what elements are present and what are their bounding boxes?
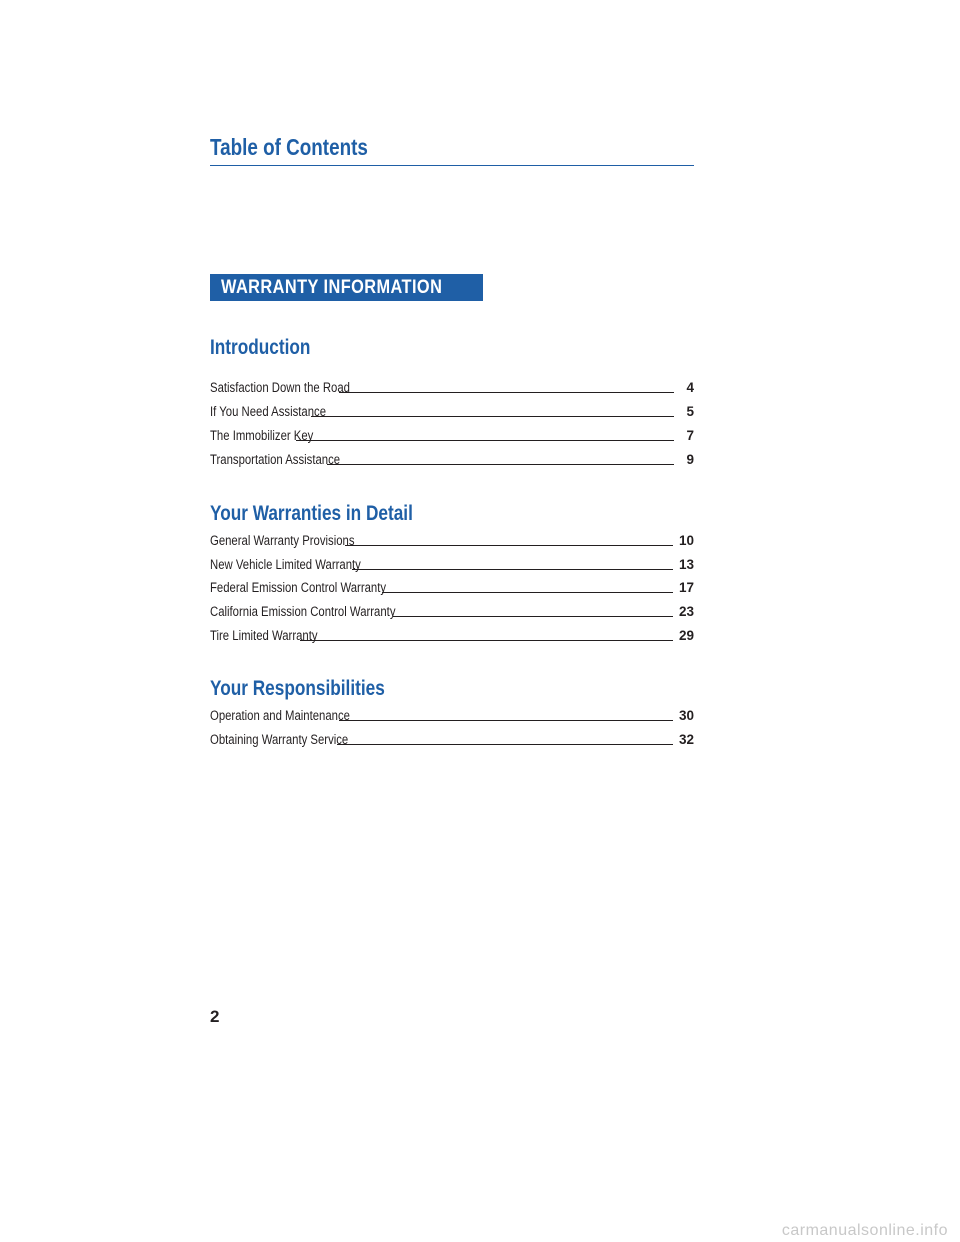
- leader-line: [311, 416, 674, 417]
- toc-entry-label: California Emission Control Warranty: [210, 604, 396, 619]
- toc-entry[interactable]: [210, 378, 694, 396]
- section-banner-label: WARRANTY INFORMATION: [221, 277, 443, 298]
- toc-entry[interactable]: [210, 578, 694, 596]
- page-title: Table of Contents: [210, 134, 368, 160]
- toc-entry-page: 7: [686, 428, 694, 443]
- toc-entry-page: 13: [678, 557, 694, 572]
- toc-entry[interactable]: [210, 426, 694, 444]
- toc-entry-label: New Vehicle Limited Warranty: [210, 557, 361, 572]
- toc-entry[interactable]: [210, 555, 694, 573]
- toc-entry-page: 9: [686, 452, 694, 467]
- toc-entry-page: 17: [678, 580, 694, 595]
- toc-entry[interactable]: [210, 626, 694, 644]
- toc-entry-page: 10: [678, 533, 694, 548]
- toc-entry-label: Obtaining Warranty Service: [210, 732, 349, 747]
- section-banner: [210, 274, 483, 301]
- toc-entry-page: 23: [678, 604, 694, 619]
- leader-line: [339, 392, 674, 393]
- toc-entry-label: Federal Emission Control Warranty: [210, 580, 387, 595]
- toc-entry[interactable]: [210, 450, 694, 468]
- toc-entry-label: Transportation Assistance: [210, 452, 341, 467]
- leader-line: [382, 592, 673, 593]
- toc-entry-label: Satisfaction Down the Road: [210, 380, 350, 395]
- toc-entry[interactable]: [210, 706, 694, 724]
- title-divider: [210, 165, 694, 166]
- toc-entry[interactable]: [210, 531, 694, 549]
- toc-entry[interactable]: [210, 602, 694, 620]
- leader-line: [300, 640, 672, 641]
- toc-entry-label: The Immobilizer Key: [210, 428, 314, 443]
- toc-entry-label: Operation and Maintenance: [210, 708, 350, 723]
- leader-line: [296, 440, 675, 441]
- section-heading-warranties: Your Warranties in Detail: [210, 502, 413, 525]
- section-heading-responsibilities: Your Responsibilities: [210, 677, 385, 700]
- toc-entry-page: 29: [678, 628, 694, 643]
- toc-entry-page: 30: [678, 708, 694, 723]
- toc-entry-page: 5: [686, 404, 694, 419]
- toc-entry-label: General Warranty Provisions: [210, 533, 355, 548]
- section-heading-introduction: Introduction: [210, 336, 311, 359]
- toc-entry-page: 32: [678, 732, 694, 747]
- toc-entry[interactable]: [210, 730, 694, 748]
- watermark: carmanualsonline.info: [781, 1222, 948, 1239]
- leader-line: [337, 744, 673, 745]
- leader-line: [345, 545, 673, 546]
- leader-line: [393, 616, 673, 617]
- page-number: 2: [210, 1007, 220, 1026]
- toc-entry-label: If You Need Assistance: [210, 404, 327, 419]
- leader-line: [327, 464, 674, 465]
- toc-entry[interactable]: [210, 402, 694, 420]
- leader-line: [352, 569, 673, 570]
- leader-line: [339, 720, 673, 721]
- toc-entry-label: Tire Limited Warranty: [210, 628, 318, 643]
- toc-entry-page: 4: [686, 380, 694, 395]
